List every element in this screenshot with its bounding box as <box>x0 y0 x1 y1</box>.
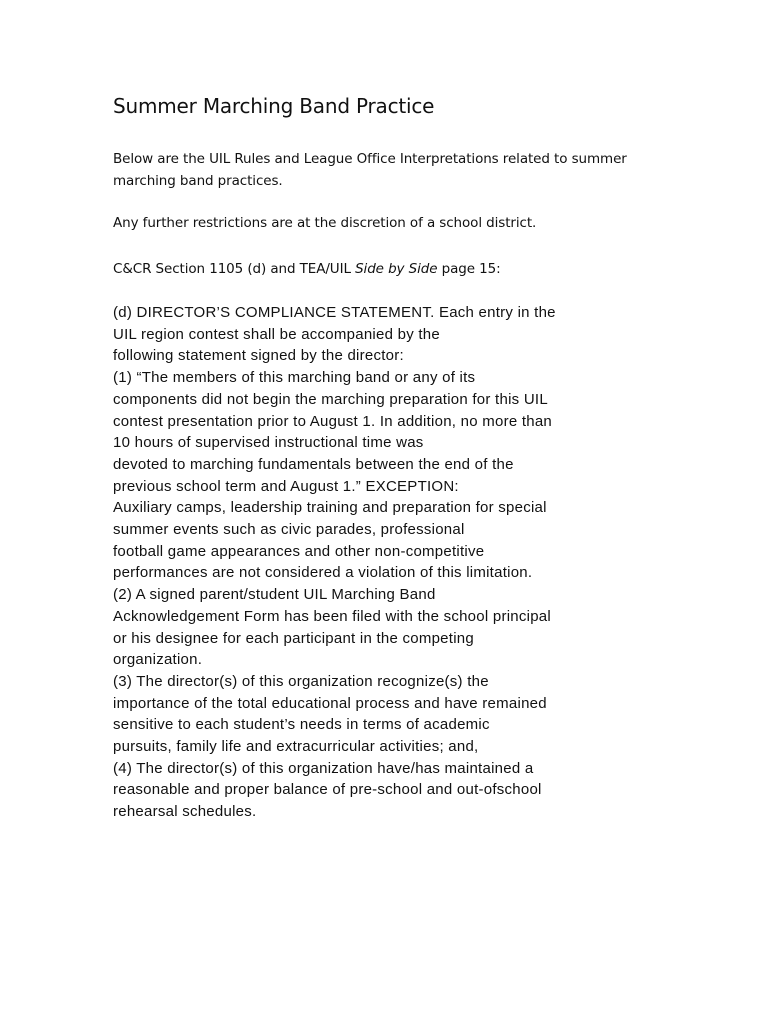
statement-line: summer events such as civic parades, professional <box>113 521 465 539</box>
statement-line: sensitive to each student’s needs in terms of academic <box>113 716 490 734</box>
statement-line: pursuits, family life and extracurricular activities; and, <box>113 738 479 756</box>
compliance-statement <box>113 302 673 823</box>
statement-line: following statement signed by the director: <box>113 347 404 365</box>
statement-line: (2) A signed parent/student UIL Marching Band <box>113 586 436 604</box>
statement-line: organization. <box>113 651 203 669</box>
reference-prefix: C&CR Section 1105 (d) and TEA/UIL <box>113 261 356 277</box>
reference-italic-title: Side by Side <box>355 261 438 277</box>
statement-line: performances are not considered a violation of this limitation. <box>113 564 533 582</box>
statement-line: devoted to marching fundamentals between the end of the <box>113 455 514 473</box>
statement-line: reasonable and proper balance of pre-school and out-ofschool <box>113 781 542 799</box>
statement-line: components did not begin the marching preparation for this UIL <box>113 390 548 408</box>
reference-suffix: page 15: <box>437 261 501 277</box>
section-reference <box>113 258 501 280</box>
statement-line: Acknowledgement Form has been filed with the school principal <box>113 607 551 625</box>
statement-line: (d) DIRECTOR’S COMPLIANCE STATEMENT. Each entry in the <box>113 304 556 321</box>
statement-line: previous school term and August 1.” EXCEPTION: <box>113 477 459 495</box>
statement-line: (3) The director(s) of this organization recognize(s) the <box>113 672 489 690</box>
statement-line: or his designee for each participant in the competing <box>113 629 474 647</box>
statement-line: UIL region contest shall be accompanied by the <box>113 325 440 343</box>
statement-line: contest presentation prior to August 1. In addition, no more than <box>113 412 553 430</box>
statement-line: (4) The director(s) of this organization have/has maintained a <box>113 759 534 777</box>
statement-line: Auxiliary camps, leadership training and preparation for special <box>113 499 547 517</box>
statement-line: football game appearances and other non-competitive <box>113 542 485 560</box>
statement-line: rehearsal schedules. <box>113 803 257 821</box>
statement-line: (1) “The members of this marching band or any of its <box>113 369 476 387</box>
statement-line: 10 hours of supervised instructional time was <box>113 434 424 452</box>
document-title: Summer Marching Band Practice <box>113 94 435 118</box>
restrictions-paragraph: Any further restrictions are at the discretion of a school district. <box>113 215 537 231</box>
statement-line: importance of the total educational process and have remained <box>113 694 547 712</box>
intro-paragraph: Below are the UIL Rules and League Office Interpretations related to summer marching band practices. <box>113 151 627 189</box>
